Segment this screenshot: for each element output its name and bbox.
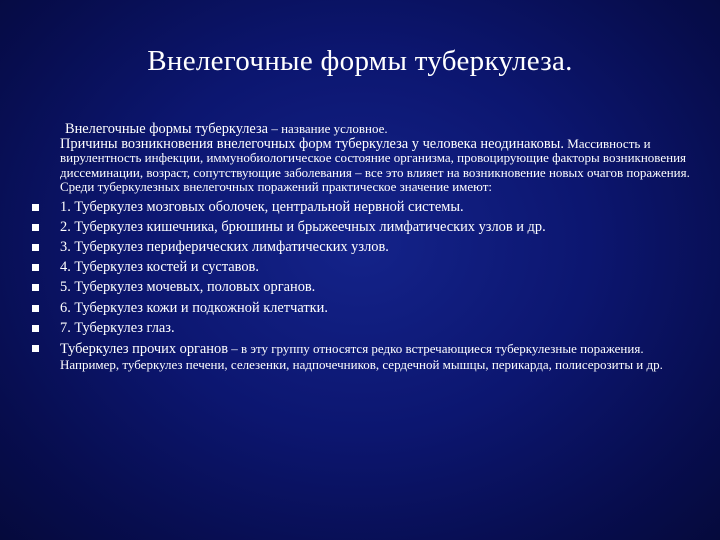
- list-item: 5. Туберкулез мочевых, половых органов.: [28, 280, 690, 296]
- list-item: 7. Туберкулез глаз.: [28, 321, 690, 337]
- slide-body: [28, 122, 690, 373]
- square-bullet-icon: [32, 264, 39, 271]
- square-bullet-icon: [32, 244, 39, 251]
- square-bullet-icon: [32, 305, 39, 312]
- other-organs-details: – в эту группу относятся редко встречающиеся туберкулезные поражения. Например, туберкулез печени, селезенки, надпочечников, сердечной мышцы, перикарда, полисерозиты и др.: [60, 340, 663, 372]
- square-bullet-icon: [32, 284, 39, 291]
- slide-title: Внелегочные формы туберкулеза.: [147, 45, 573, 77]
- intro-lead: Внелегочные формы туберкулеза: [65, 121, 269, 137]
- intro-lead-rest: – название условное.: [268, 121, 388, 136]
- list-item-other-organs: [28, 341, 690, 373]
- intro-details: Массивность и вирулентность инфекции, иммунобиологическое состояние организма, провоцирующие факторы возникновения диссеминации, возраст, сопутствующие заболевания – все это влияет на возникновение новых очагов поражения. Среди туберкулезных внелегочных поражений практическое значение имеют:: [60, 135, 690, 195]
- intro-causes: Причины возникновения внелегочных форм туберкулеза у человека неодинаковы.: [60, 135, 564, 152]
- square-bullet-icon: [32, 224, 39, 231]
- other-organs-lead: Туберкулез прочих органов: [60, 340, 228, 357]
- intro-paragraph: [28, 122, 690, 195]
- square-bullet-icon: [32, 204, 39, 211]
- list-item: 2. Туберкулез кишечника, брюшины и брыжеечных лимфатических узлов и др.: [28, 220, 690, 236]
- list-item: 3. Туберкулез периферических лимфатических узлов.: [28, 240, 690, 256]
- list-item: 4. Туберкулез костей и суставов.: [28, 260, 690, 276]
- list-item: 1. Туберкулез мозговых оболочек, центральной нервной системы.: [28, 200, 690, 216]
- list-item: 6. Туберкулез кожи и подкожной клетчатки.: [28, 301, 690, 317]
- square-bullet-icon: [32, 345, 39, 352]
- square-bullet-icon: [32, 325, 39, 332]
